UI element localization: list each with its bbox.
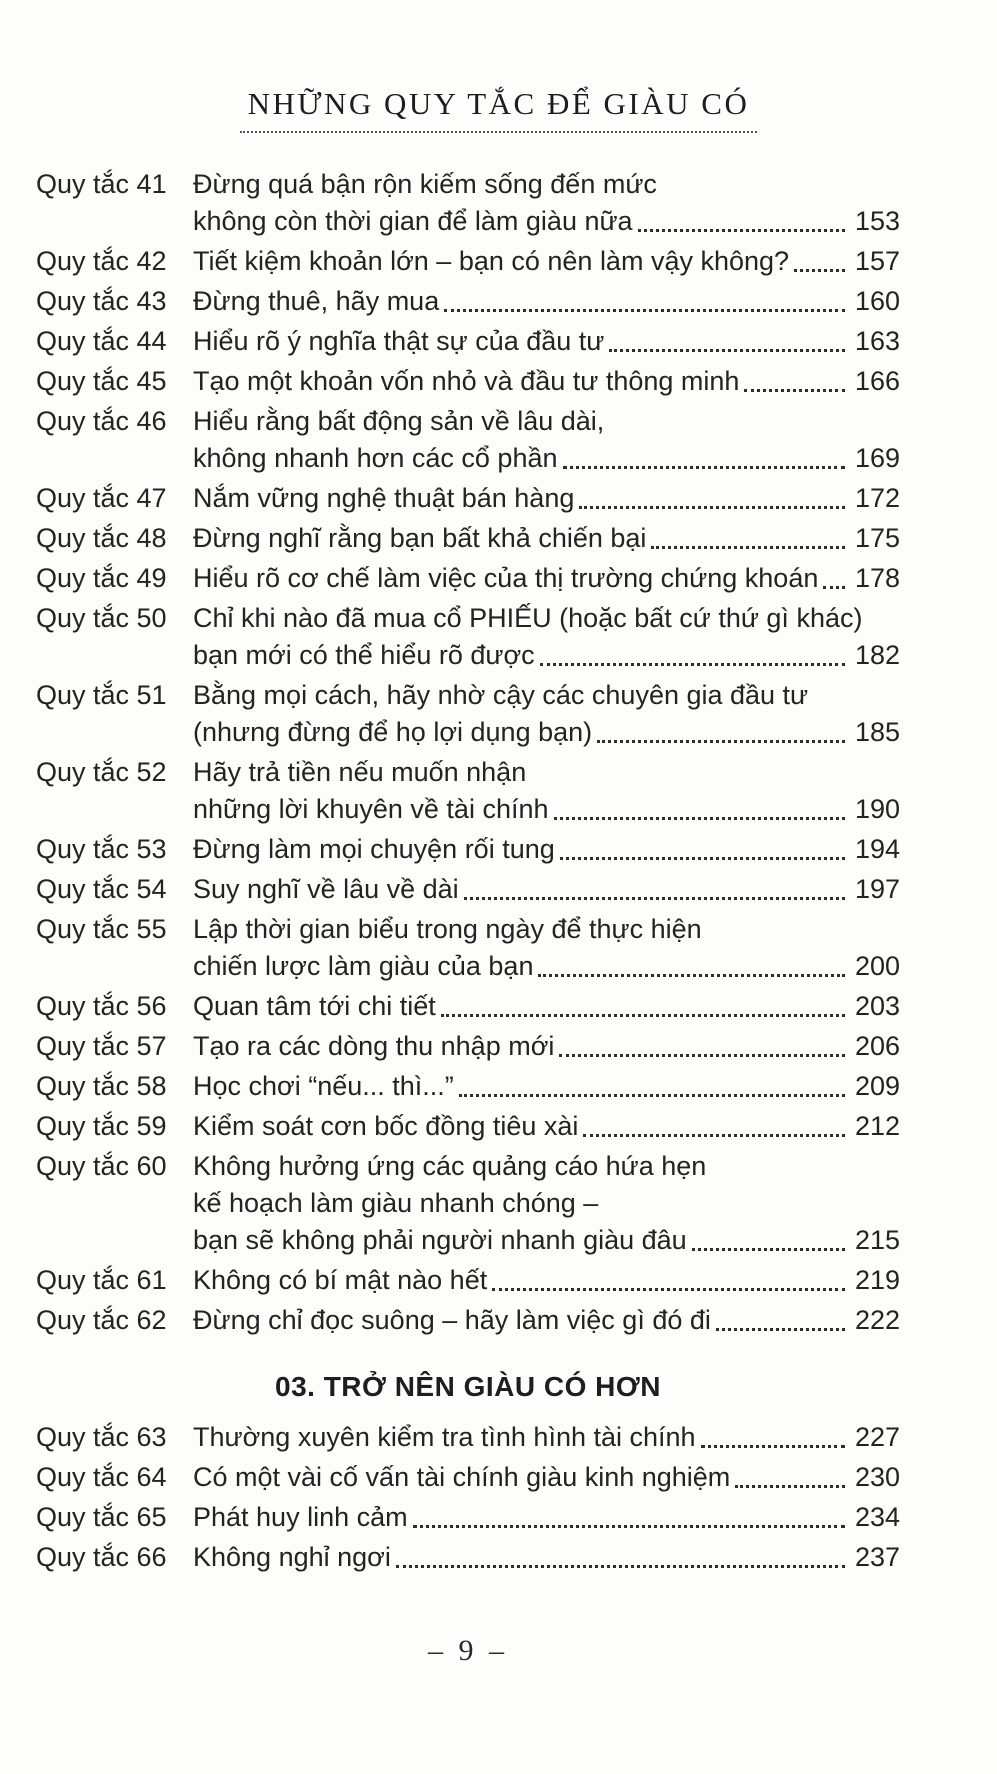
dot-leader: [744, 389, 845, 392]
toc-entry-rule-label: Quy tắc 54: [36, 874, 167, 904]
toc-entry-rule-label: Quy tắc 63: [36, 1422, 167, 1452]
toc-entry-line: [193, 440, 900, 477]
toc-entry-line: [193, 1108, 900, 1145]
toc-entry: [36, 560, 900, 597]
toc-page-number: 197: [854, 874, 900, 904]
toc-page-number: 234: [854, 1502, 900, 1532]
toc-entry-title-text: Tạo một khoản vốn nhỏ và đầu tư thông minh: [193, 366, 740, 396]
toc-entry-rule-label: Quy tắc 52: [36, 757, 167, 787]
toc-entry-line: [193, 714, 900, 751]
toc-entry-body: [193, 988, 900, 1025]
toc-entry-title-text: Nắm vững nghệ thuật bán hàng: [193, 483, 575, 513]
toc-entry-rule-label: Quy tắc 56: [36, 991, 167, 1021]
toc-entry-title-text: Đừng làm mọi chuyện rối tung: [193, 834, 555, 864]
toc-entry-body: [193, 323, 900, 360]
toc-entry-body: [193, 520, 900, 557]
dot-leader: [444, 309, 845, 312]
toc-entry-rule-label: Quy tắc 51: [36, 680, 167, 710]
toc-entry-title-text: bạn mới có thể hiểu rõ được: [193, 640, 535, 670]
toc-entry-body: [193, 480, 900, 517]
dot-leader: [563, 466, 846, 469]
toc-page-number: 166: [854, 366, 900, 396]
toc-entry-line: [193, 203, 900, 240]
toc-entry-body: [193, 560, 900, 597]
toc-entry: [36, 243, 900, 280]
toc-page-number: 169: [854, 443, 900, 473]
toc-entry-body: [193, 871, 900, 908]
toc-entry: [36, 1539, 900, 1576]
toc-entry-title-text: không nhanh hơn các cổ phần: [193, 443, 558, 473]
toc-entry-rule-label: Quy tắc 62: [36, 1305, 167, 1335]
toc-entry-line: [193, 1262, 900, 1299]
dot-leader: [597, 740, 845, 743]
dot-leader: [794, 269, 845, 272]
toc-page-number: 153: [854, 206, 900, 236]
toc-entry-line: [193, 1068, 900, 1105]
toc-entry-body: [193, 754, 900, 828]
toc-entry-body: [193, 403, 900, 477]
toc-entry-line: [193, 791, 900, 828]
toc-page-number: 237: [854, 1542, 900, 1572]
toc-entry-rule-label: Quy tắc 64: [36, 1462, 167, 1492]
running-head: NHỮNG QUY TẮC ĐỂ GIÀU CÓ: [240, 86, 758, 133]
dot-leader: [692, 1248, 845, 1251]
toc-entry-title-text: chiến lược làm giàu của bạn: [193, 951, 534, 981]
toc-section-heading: 03. TRỞ NÊN GIÀU CÓ HƠN: [275, 1371, 661, 1402]
toc-entry-line: [193, 1419, 900, 1456]
toc-entry: [36, 363, 900, 400]
toc-entry-line: [193, 1499, 900, 1536]
toc-entry-body: [193, 1302, 900, 1339]
toc-page-number: 200: [854, 951, 900, 981]
dot-leader: [538, 974, 845, 977]
toc-entry-line: [193, 283, 900, 320]
toc-entry: [36, 1262, 900, 1299]
toc-entry-title-text: Hiểu rõ ý nghĩa thật sự của đầu tư: [193, 326, 605, 356]
dot-leader: [554, 817, 846, 820]
toc-entry-title-text: Không có bí mật nào hết: [193, 1265, 488, 1295]
toc-entry: [36, 831, 900, 868]
toc-entry-title-text: Hiểu rõ cơ chế làm việc của thị trường chứng khoán: [193, 563, 819, 593]
toc-entry-line: [193, 323, 900, 360]
toc-entry-line: Bằng mọi cách, hãy nhờ cậy các chuyên gia đầu tư: [193, 680, 809, 710]
dot-leader: [560, 857, 845, 860]
toc-entry-body: [193, 677, 900, 751]
toc-page-number: 206: [854, 1031, 900, 1061]
toc-entry: [36, 600, 900, 674]
toc-entry-rule-label: Quy tắc 59: [36, 1111, 167, 1141]
toc-page-number: 175: [854, 523, 900, 553]
toc-entry: [36, 871, 900, 908]
toc-page-number: 163: [854, 326, 900, 356]
toc-entry-body: [193, 600, 900, 674]
toc-entry: [36, 520, 900, 557]
toc-entry-title-text: bạn sẽ không phải người nhanh giàu đâu: [193, 1225, 687, 1255]
toc-entry: [36, 1108, 900, 1145]
running-head-row: [0, 86, 997, 133]
toc-page-number: 190: [854, 794, 900, 824]
toc-entry-rule-label: Quy tắc 48: [36, 523, 167, 553]
dot-leader: [735, 1485, 845, 1488]
dot-leader: [651, 546, 845, 549]
folio-page-number: – 9 –: [428, 1634, 508, 1667]
toc-entry-title-text: (nhưng đừng để họ lợi dụng bạn): [193, 717, 593, 747]
toc-entry: [36, 1499, 900, 1536]
dot-leader: [492, 1288, 845, 1291]
toc-entry-line: kế hoạch làm giàu nhanh chóng –: [193, 1188, 599, 1218]
toc-entry-title-text: Đừng nghĩ rằng bạn bất khả chiến bại: [193, 523, 647, 553]
dot-leader: [441, 1014, 845, 1017]
toc-entry: [36, 1148, 900, 1259]
dot-leader: [559, 1054, 845, 1057]
toc-entry-title-text: Thường xuyên kiểm tra tình hình tài chính: [193, 1422, 696, 1452]
toc-entry-body: [193, 1499, 900, 1536]
toc-entry-body: [193, 283, 900, 320]
toc-entry-line: Không hưởng ứng các quảng cáo hứa hẹn: [193, 1151, 707, 1181]
toc-page-number: 222: [854, 1305, 900, 1335]
toc-entry-rule-label: Quy tắc 57: [36, 1031, 167, 1061]
toc-entry-rule-label: Quy tắc 55: [36, 914, 167, 944]
toc-entry-line: [193, 520, 900, 557]
toc-entry: [36, 754, 900, 828]
toc-page-number: 194: [854, 834, 900, 864]
toc-entry-line: [193, 1222, 900, 1259]
toc-entry-body: [193, 831, 900, 868]
dot-leader: [540, 663, 845, 666]
toc-entry-rule-label: Quy tắc 61: [36, 1265, 167, 1295]
toc-entry-title-text: Kiểm soát cơn bốc đồng tiêu xài: [193, 1111, 579, 1141]
page-footer: [36, 1634, 900, 1668]
toc-entry: [36, 403, 900, 477]
toc-page-number: 230: [854, 1462, 900, 1492]
toc-entry-rule-label: Quy tắc 60: [36, 1151, 167, 1181]
toc-entry-rule-label: Quy tắc 44: [36, 326, 167, 356]
dot-leader: [396, 1565, 845, 1568]
toc-entry: [36, 1302, 900, 1339]
toc-page-number: 185: [854, 717, 900, 747]
dot-leader: [579, 506, 845, 509]
dot-leader: [459, 1094, 845, 1097]
toc-entry-title-text: không còn thời gian để làm giàu nữa: [193, 206, 633, 236]
toc-entry: [36, 166, 900, 240]
toc-page-number: 219: [854, 1265, 900, 1295]
toc-entry-rule-label: Quy tắc 46: [36, 406, 167, 436]
toc-entry-body: [193, 1459, 900, 1496]
dot-leader: [716, 1328, 845, 1331]
toc-page-number: 157: [854, 246, 900, 276]
toc-entry: [36, 283, 900, 320]
toc-entry-title-text: Đừng thuê, hãy mua: [193, 286, 440, 316]
toc-entry: [36, 988, 900, 1025]
toc-entry-body: [193, 243, 900, 280]
toc-entry-line: [193, 243, 900, 280]
toc-entry-rule-label: Quy tắc 41: [36, 169, 167, 199]
toc-entry-line: Hiểu rằng bất động sản về lâu dài,: [193, 406, 605, 436]
toc-entry-line: [193, 1028, 900, 1065]
toc-entry-title-text: Tiết kiệm khoản lớn – bạn có nên làm vậy không?: [193, 246, 790, 276]
toc-entry-title-text: Tạo ra các dòng thu nhập mới: [193, 1031, 555, 1061]
dot-leader: [464, 897, 845, 900]
toc-entry-title-text: Quan tâm tới chi tiết: [193, 991, 436, 1021]
dot-leader: [638, 229, 845, 232]
toc-entry: [36, 480, 900, 517]
toc-entry-line: [193, 637, 900, 674]
toc-entry-title-text: Suy nghĩ về lâu về dài: [193, 874, 459, 904]
toc-entry-rule-label: Quy tắc 43: [36, 286, 167, 316]
toc-entry-title-text: những lời khuyên về tài chính: [193, 794, 549, 824]
toc-entry-rule-label: Quy tắc 42: [36, 246, 167, 276]
toc-page-number: 227: [854, 1422, 900, 1452]
toc-page-number: 160: [854, 286, 900, 316]
toc-entry-title-text: Đừng chỉ đọc suông – hãy làm việc gì đó đi: [193, 1305, 711, 1335]
toc-page-number: 203: [854, 991, 900, 1021]
toc-entry-rule-label: Quy tắc 53: [36, 834, 167, 864]
toc-entry: [36, 1028, 900, 1065]
toc-entry-body: [193, 1108, 900, 1145]
toc-entry-title-text: Có một vài cố vấn tài chính giàu kinh nghiệm: [193, 1462, 731, 1492]
toc-page-number: 178: [854, 563, 900, 593]
toc-page-number: 215: [854, 1225, 900, 1255]
toc-entry-line: [193, 871, 900, 908]
toc-entry-line: [193, 988, 900, 1025]
toc-entry-line: [193, 1539, 900, 1576]
toc-entry-body: [193, 166, 900, 240]
toc-entry-line: Đừng quá bận rộn kiếm sống đến mức: [193, 169, 657, 199]
dot-leader: [701, 1445, 845, 1448]
table-of-contents: [36, 166, 900, 1576]
toc-entry: [36, 323, 900, 360]
toc-entry-line: [193, 560, 900, 597]
toc-entry-rule-label: Quy tắc 45: [36, 366, 167, 396]
toc-entry-body: [193, 1539, 900, 1576]
toc-entry-title-text: Phát huy linh cảm: [193, 1502, 408, 1532]
toc-entry-title-text: Không nghỉ ngơi: [193, 1542, 391, 1572]
toc-entry-rule-label: Quy tắc 65: [36, 1502, 167, 1532]
toc-entry-line: [193, 1459, 900, 1496]
toc-entry-line: Chỉ khi nào đã mua cổ PHIẾU (hoặc bất cứ thứ gì khác): [193, 603, 863, 633]
toc-page-number: 209: [854, 1071, 900, 1101]
toc-entry-rule-label: Quy tắc 58: [36, 1071, 167, 1101]
toc-entry-title-text: Học chơi “nếu... thì...”: [193, 1071, 454, 1101]
toc-entry: [36, 1419, 900, 1456]
toc-entry-rule-label: Quy tắc 47: [36, 483, 167, 513]
toc-entry-line: Lập thời gian biểu trong ngày để thực hiện: [193, 914, 702, 944]
toc-entry-body: [193, 363, 900, 400]
toc-page-number: 182: [854, 640, 900, 670]
toc-entry-body: [193, 1068, 900, 1105]
toc-entry-body: [193, 1148, 900, 1259]
toc-entry-body: [193, 1028, 900, 1065]
dot-leader: [413, 1525, 845, 1528]
toc-entry: [36, 1068, 900, 1105]
toc-entry-body: [193, 911, 900, 985]
toc-entry-line: [193, 363, 900, 400]
toc-entry-line: [193, 480, 900, 517]
toc-entry-body: [193, 1262, 900, 1299]
toc-entry: [36, 911, 900, 985]
dot-leader: [583, 1134, 845, 1137]
toc-entry: [36, 1459, 900, 1496]
toc-entry-body: [193, 1419, 900, 1456]
toc-entry-line: Hãy trả tiền nếu muốn nhận: [193, 757, 527, 787]
dot-leader: [609, 349, 845, 352]
toc-entry-rule-label: Quy tắc 66: [36, 1542, 167, 1572]
toc-entry-line: [193, 948, 900, 985]
toc-entry-line: [193, 831, 900, 868]
dot-leader: [823, 586, 845, 589]
toc-entry-rule-label: Quy tắc 49: [36, 563, 167, 593]
toc-entry-rule-label: Quy tắc 50: [36, 603, 167, 633]
toc-page-number: 172: [854, 483, 900, 513]
toc-page-number: 212: [854, 1111, 900, 1141]
toc-entry-line: [193, 1302, 900, 1339]
toc-entry: [36, 677, 900, 751]
